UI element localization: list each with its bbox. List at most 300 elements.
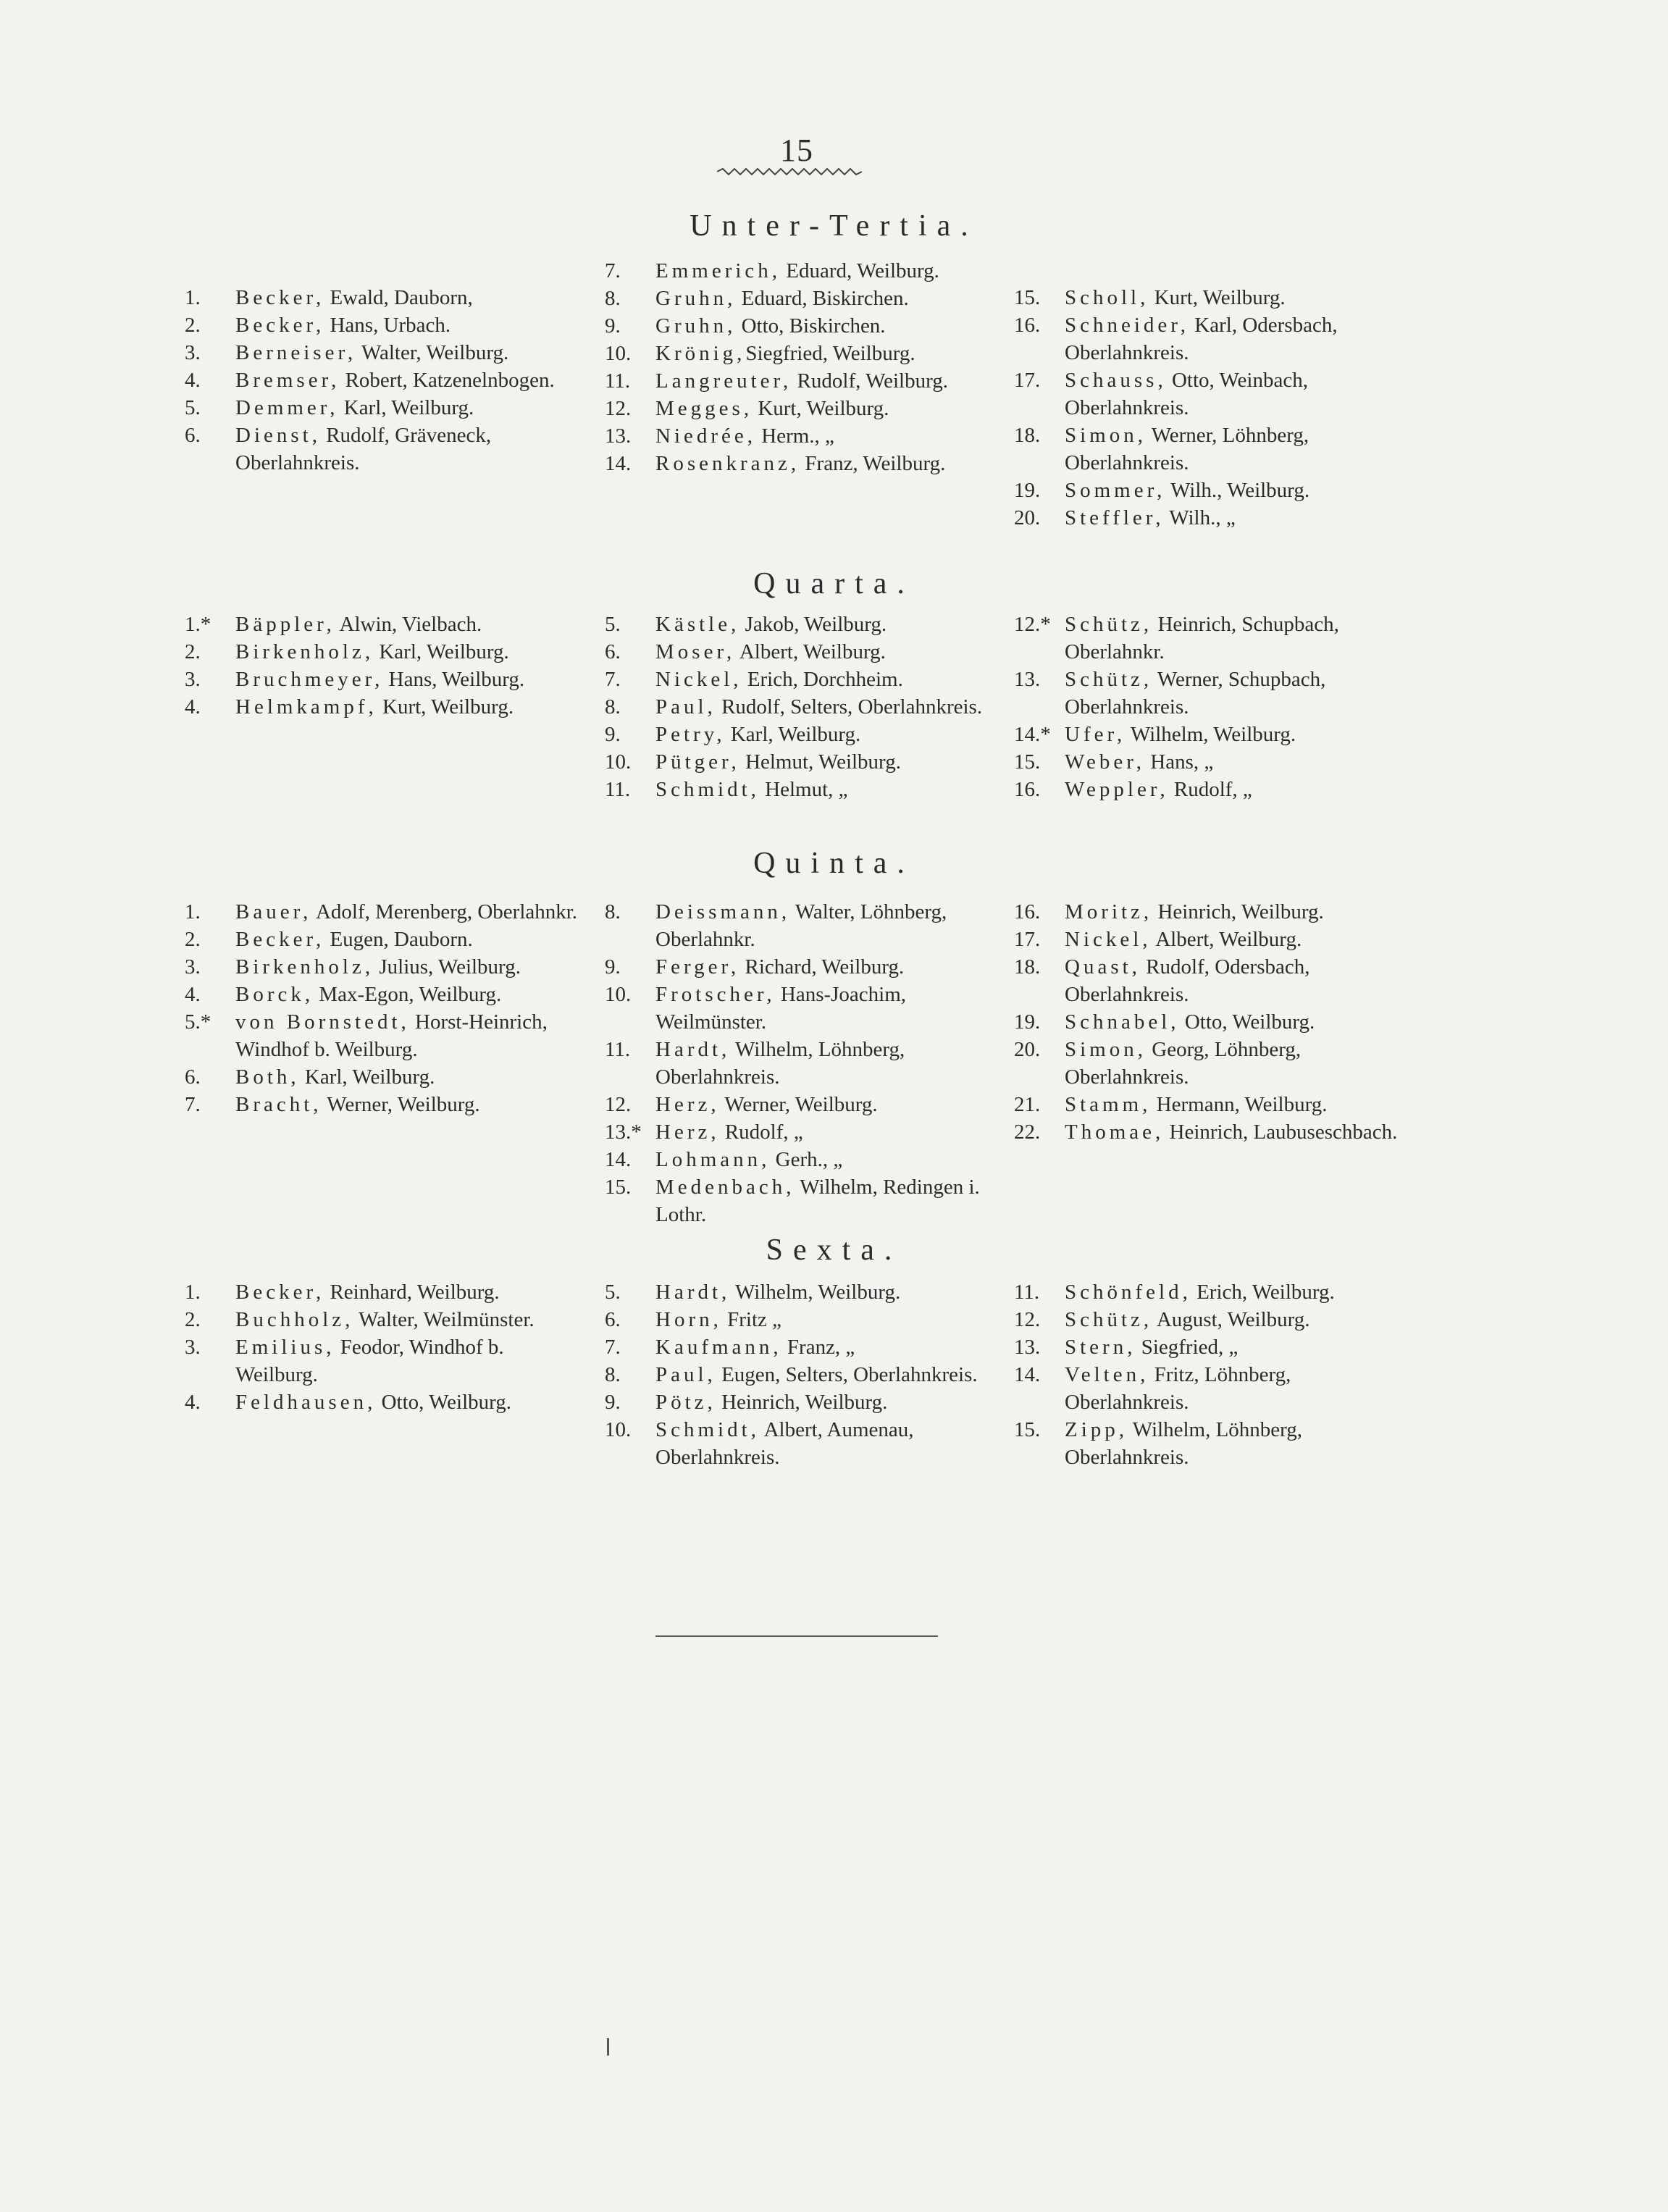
list-entry xyxy=(1014,611,1420,666)
entry-number: 6. xyxy=(605,1308,621,1331)
entry-details: Erich, Dorchheim. xyxy=(742,668,903,691)
entry-surname: Nickel, xyxy=(655,668,742,691)
entry-details: Wilhelm, Löhnberg, Oberlahnkreis. xyxy=(1065,1418,1303,1469)
entry-number: 16. xyxy=(1014,778,1041,801)
list-entry xyxy=(605,748,1010,776)
entry-surname: Feldhausen, xyxy=(235,1391,377,1414)
list-entry xyxy=(185,666,590,693)
entry-number: 1. xyxy=(185,900,201,923)
list-entry xyxy=(1014,1278,1420,1306)
entry-surname: Demmer, xyxy=(235,396,339,419)
list-entry xyxy=(1014,284,1420,311)
entry-surname: Ferger, xyxy=(655,955,740,979)
column xyxy=(605,898,1010,1228)
list-entry xyxy=(605,638,1010,666)
entry-number: 7. xyxy=(605,1336,621,1359)
entry-details: Otto, Biskirchen. xyxy=(736,314,886,338)
entry-surname: Bauer, xyxy=(235,900,312,923)
entry-details: Werner, Weilburg. xyxy=(719,1093,878,1116)
entry-details: Wilhelm, Weilburg. xyxy=(730,1281,901,1304)
entry-number: 13.* xyxy=(605,1120,642,1144)
entry-number: 12. xyxy=(1014,1308,1041,1331)
entry-details: Eugen, Selters, Oberlahnkreis. xyxy=(716,1363,978,1386)
entry-surname: Velten, xyxy=(1065,1363,1149,1386)
list-entry xyxy=(605,611,1010,638)
entry-surname: Emmerich, xyxy=(655,259,781,282)
entry-surname: Nickel, xyxy=(1065,928,1152,951)
entry-number: 14. xyxy=(1014,1363,1041,1386)
list-entry xyxy=(605,666,1010,693)
list-entry xyxy=(1014,477,1420,504)
entry-surname: Berneiser, xyxy=(235,341,357,364)
entry-surname: Borck, xyxy=(235,983,314,1006)
entry-number: 15. xyxy=(1014,286,1041,309)
entry-surname: Schneider, xyxy=(1065,314,1190,337)
entry-surname: Paul, xyxy=(655,1363,716,1386)
list-entry xyxy=(185,693,590,721)
entry-surname: Schmidt, xyxy=(655,778,760,801)
entry-surname: Kästle, xyxy=(655,613,740,636)
entry-surname: Hardt, xyxy=(655,1281,731,1304)
entry-number: 1. xyxy=(185,286,201,309)
section-title: Quarta. xyxy=(753,567,915,600)
entry-number: 2. xyxy=(185,640,201,663)
section-title: Sexta. xyxy=(766,1233,902,1267)
entry-surname: Schauss, xyxy=(1065,369,1167,392)
entry-number: 6. xyxy=(605,640,621,663)
entry-details: Georg, Löhnberg, Oberlahnkreis. xyxy=(1065,1038,1302,1089)
entry-details: Hans, Weilburg. xyxy=(383,668,525,691)
entry-number: 16. xyxy=(1014,900,1041,923)
entry-number: 18. xyxy=(1014,955,1041,979)
entry-number: 4. xyxy=(185,369,201,392)
entry-number: 8. xyxy=(605,900,621,923)
entry-surname: Rosenkranz, xyxy=(655,452,800,475)
entry-details: Walter, Weilburg. xyxy=(356,341,509,364)
entry-details: Eduard, Biskirchen. xyxy=(736,287,909,310)
entry-number: 11. xyxy=(605,1038,631,1061)
column xyxy=(605,257,1010,477)
entry-details: Karl, Weilburg. xyxy=(725,723,861,746)
list-entry xyxy=(605,898,1010,953)
entry-details: Eduard, Weilburg. xyxy=(781,259,939,282)
entry-number: 6. xyxy=(185,1065,201,1089)
list-entry xyxy=(605,1091,1010,1118)
entry-details: Wilh., Weilburg. xyxy=(1165,479,1310,502)
print-mark xyxy=(607,2038,609,2056)
entry-number: 9. xyxy=(605,314,621,338)
list-entry xyxy=(1014,1091,1420,1118)
entry-details: Rudolf, „ xyxy=(1168,778,1252,801)
entry-details: Wilhelm, Weilburg. xyxy=(1126,723,1296,746)
list-entry xyxy=(1014,1333,1420,1361)
list-entry xyxy=(185,422,590,477)
entry-details: Richard, Weilburg. xyxy=(739,955,905,979)
entry-number: 19. xyxy=(1014,479,1041,502)
entry-details: Werner, Schupbach, Oberlahnkreis. xyxy=(1065,668,1326,719)
entry-surname: Thomae, xyxy=(1065,1120,1165,1144)
entry-surname: Schmidt, xyxy=(655,1418,760,1441)
list-entry xyxy=(185,638,590,666)
list-entry xyxy=(605,450,1010,477)
list-entry xyxy=(605,1333,1010,1361)
entry-number: 5. xyxy=(605,613,621,636)
list-entry xyxy=(605,693,1010,721)
entry-details: Kurt, Weilburg. xyxy=(377,695,514,719)
list-entry xyxy=(605,1388,1010,1416)
entry-surname: Medenbach, xyxy=(655,1176,795,1199)
column xyxy=(185,611,590,721)
list-entry xyxy=(1014,1361,1420,1416)
list-entry xyxy=(605,340,1010,367)
entry-number: 13. xyxy=(605,424,632,448)
entry-number: 20. xyxy=(1014,506,1041,529)
entry-number: 16. xyxy=(1014,314,1041,337)
entry-surname: Petry, xyxy=(655,723,726,746)
entry-details: Fritz „ xyxy=(721,1308,782,1331)
entry-surname: Stern, xyxy=(1065,1336,1136,1359)
entry-surname: Birkenholz, xyxy=(235,955,374,979)
entry-number: 4. xyxy=(185,1391,201,1414)
entry-number: 21. xyxy=(1014,1093,1041,1116)
entry-number: 10. xyxy=(605,983,632,1006)
entry-details: Walter, Weilmünster. xyxy=(353,1308,535,1331)
list-entry xyxy=(1014,504,1420,532)
entry-surname: Paul, xyxy=(655,695,716,719)
entry-number: 11. xyxy=(605,369,631,393)
entry-number: 8. xyxy=(605,287,621,310)
entry-surname: Pütger, xyxy=(655,750,740,774)
entry-details: Eugen, Dauborn. xyxy=(324,928,473,951)
entry-surname: Schütz, xyxy=(1065,1308,1153,1331)
list-entry xyxy=(605,1146,1010,1173)
entry-details: Adolf, Merenberg, Oberlahnkr. xyxy=(311,900,578,923)
entry-surname: Becker, xyxy=(235,928,325,951)
list-entry xyxy=(605,1036,1010,1091)
entry-details: Werner, Weilburg. xyxy=(322,1093,480,1116)
list-entry xyxy=(1014,898,1420,926)
entry-number: 9. xyxy=(605,723,621,746)
entry-surname: Zipp, xyxy=(1065,1418,1128,1441)
entry-surname: Bracht, xyxy=(235,1093,322,1116)
entry-number: 9. xyxy=(605,955,621,979)
entry-surname: Krönig, xyxy=(655,342,746,365)
entry-details: August, Weilburg. xyxy=(1152,1308,1310,1331)
entry-number: 14. xyxy=(605,452,632,475)
entry-number: 18. xyxy=(1014,424,1041,447)
list-entry xyxy=(605,1306,1010,1333)
column xyxy=(185,898,590,1118)
entry-surname: Lohmann, xyxy=(655,1148,771,1171)
list-entry xyxy=(185,1063,590,1091)
list-entry xyxy=(185,926,590,953)
list-entry xyxy=(185,1278,590,1306)
entry-details: Walter, Löhnberg, Oberlahnkr. xyxy=(655,900,947,951)
page-number: 15 xyxy=(780,133,813,168)
column xyxy=(605,611,1010,803)
list-entry xyxy=(605,1278,1010,1306)
entry-details: Hermann, Weilburg. xyxy=(1151,1093,1328,1116)
entry-surname: Weppler, xyxy=(1065,778,1169,801)
entry-details: Franz, „ xyxy=(781,1336,855,1359)
entry-details: Wilhelm, Löhnberg, Oberlahnkreis. xyxy=(655,1038,905,1089)
entry-surname: Gruhn, xyxy=(655,314,737,338)
list-entry xyxy=(185,284,590,311)
entry-number: 5.* xyxy=(185,1010,211,1034)
section-title: Unter-Tertia. xyxy=(690,209,978,243)
entry-surname: Frotscher, xyxy=(655,983,776,1006)
list-entry xyxy=(605,257,1010,285)
entry-details: Kurt, Weilburg. xyxy=(753,397,889,420)
entry-details: Rudolf, Gräveneck, Oberlahnkreis. xyxy=(235,424,492,474)
entry-number: 13. xyxy=(1014,1336,1041,1359)
entry-number: 3. xyxy=(185,955,201,979)
entry-number: 10. xyxy=(605,342,632,365)
entry-surname: Herz, xyxy=(655,1120,720,1144)
list-entry xyxy=(1014,311,1420,366)
entry-number: 7. xyxy=(185,1093,201,1116)
entry-surname: Pötz, xyxy=(655,1391,716,1414)
list-entry xyxy=(1014,1306,1420,1333)
entry-surname: Simon, xyxy=(1065,1038,1147,1061)
entry-surname: Both, xyxy=(235,1065,300,1089)
entry-details: Rudolf, „ xyxy=(719,1120,803,1144)
entry-surname: Bruchmeyer, xyxy=(235,668,384,691)
list-entry xyxy=(185,1008,590,1063)
column xyxy=(1014,611,1420,803)
entry-surname: Scholl, xyxy=(1065,286,1149,309)
entry-details: Ewald, Dauborn, xyxy=(324,286,473,309)
entry-number: 1. xyxy=(185,1281,201,1304)
entry-details: Karl, Weilburg. xyxy=(338,396,474,419)
entry-details: Erich, Weilburg. xyxy=(1191,1281,1335,1304)
list-entry xyxy=(605,1416,1010,1471)
entry-details: Hans, Urbach. xyxy=(324,314,451,337)
list-entry xyxy=(1014,366,1420,422)
entry-details: Jakob, Weilburg. xyxy=(739,613,887,636)
entry-details: Rudolf, Selters, Oberlahnkreis. xyxy=(716,695,983,719)
entry-number: 3. xyxy=(185,668,201,691)
entry-details: Karl, Weilburg. xyxy=(299,1065,435,1089)
list-entry xyxy=(185,339,590,366)
closing-rule xyxy=(655,1635,938,1637)
list-entry xyxy=(1014,776,1420,803)
list-entry xyxy=(605,312,1010,340)
entry-number: 6. xyxy=(185,424,201,447)
list-entry xyxy=(605,1118,1010,1146)
entry-surname: Schnabel, xyxy=(1065,1010,1180,1034)
page-number-ornament xyxy=(717,167,862,177)
entry-surname: von Bornstedt, xyxy=(235,1010,410,1034)
entry-details: Helmut, Weilburg. xyxy=(739,750,901,774)
entry-details: Wilh., „ xyxy=(1164,506,1236,529)
entry-details: Julius, Weilburg. xyxy=(374,955,521,979)
list-entry xyxy=(185,611,590,638)
entry-number: 15. xyxy=(1014,1418,1041,1441)
entry-number: 2. xyxy=(185,314,201,337)
list-entry xyxy=(605,721,1010,748)
list-entry xyxy=(185,311,590,339)
entry-surname: Megges, xyxy=(655,397,753,420)
entry-surname: Deissmann, xyxy=(655,900,791,923)
entry-number: 2. xyxy=(185,1308,201,1331)
entry-number: 17. xyxy=(1014,928,1041,951)
entry-number: 19. xyxy=(1014,1010,1041,1034)
entry-surname: Birkenholz, xyxy=(235,640,374,663)
entry-number: 5. xyxy=(185,396,201,419)
list-entry xyxy=(185,981,590,1008)
list-entry xyxy=(1014,666,1420,721)
entry-number: 7. xyxy=(605,668,621,691)
entry-number: 7. xyxy=(605,259,621,282)
entry-surname: Herz, xyxy=(655,1093,720,1116)
list-entry xyxy=(185,953,590,981)
list-entry xyxy=(1014,1008,1420,1036)
list-entry xyxy=(1014,1118,1420,1146)
entry-number: 22. xyxy=(1014,1120,1041,1144)
list-entry xyxy=(1014,1416,1420,1471)
list-entry xyxy=(185,898,590,926)
entry-surname: Niedrée, xyxy=(655,424,757,448)
entry-details: Kurt, Weilburg. xyxy=(1149,286,1286,309)
entry-details: Heinrich, Schupbach, Oberlahnkr. xyxy=(1065,613,1339,663)
entry-surname: Schütz, xyxy=(1065,613,1153,636)
entry-details: Rudolf, Weilburg. xyxy=(792,369,948,393)
list-entry xyxy=(605,367,1010,395)
list-entry xyxy=(605,1173,1010,1228)
entry-number: 11. xyxy=(605,778,631,801)
entry-surname: Buchholz, xyxy=(235,1308,354,1331)
entry-surname: Emilius, xyxy=(235,1336,335,1359)
entry-details: Feodor, Windhof b. Weilburg. xyxy=(235,1336,504,1386)
entry-surname: Hardt, xyxy=(655,1038,731,1061)
entry-number: 4. xyxy=(185,983,201,1006)
section-title: Quinta. xyxy=(753,847,915,880)
list-entry xyxy=(1014,422,1420,477)
column xyxy=(1014,898,1420,1146)
list-entry xyxy=(605,395,1010,422)
entry-number: 5. xyxy=(605,1281,621,1304)
entry-surname: Stamm, xyxy=(1065,1093,1152,1116)
entry-details: Albert, Aumenau, Oberlahnkreis. xyxy=(655,1418,914,1469)
entry-details: Horst-Heinrich, Windhof b. Weilburg. xyxy=(235,1010,548,1061)
list-entry xyxy=(185,1091,590,1118)
entry-details: Otto, Weilburg. xyxy=(1179,1010,1315,1034)
entry-details: Siegfried, Weilburg. xyxy=(745,342,915,365)
column xyxy=(605,1278,1010,1471)
entry-surname: Helmkampf, xyxy=(235,695,377,719)
entry-details: Reinhard, Weilburg. xyxy=(324,1281,500,1304)
entry-surname: Bremser, xyxy=(235,369,340,392)
entry-number: 12.* xyxy=(1014,613,1051,636)
entry-details: Franz, Weilburg. xyxy=(800,452,946,475)
entry-number: 10. xyxy=(605,1418,632,1441)
list-entry xyxy=(605,285,1010,312)
entry-surname: Steffler, xyxy=(1065,506,1165,529)
column xyxy=(1014,1278,1420,1471)
entry-surname: Langreuter, xyxy=(655,369,792,393)
entry-surname: Weber, xyxy=(1065,750,1146,774)
entry-number: 15. xyxy=(1014,750,1041,774)
entry-number: 2. xyxy=(185,928,201,951)
entry-surname: Schütz, xyxy=(1065,668,1153,691)
list-entry xyxy=(605,422,1010,450)
entry-number: 14.* xyxy=(1014,723,1051,746)
entry-details: Alwin, Vielbach. xyxy=(335,613,482,636)
entry-surname: Horn, xyxy=(655,1308,722,1331)
entry-surname: Bäppler, xyxy=(235,613,335,636)
entry-details: Albert, Weilburg. xyxy=(735,640,886,663)
entry-details: Hans-Joachim, Weilmünster. xyxy=(655,983,907,1034)
list-entry xyxy=(1014,926,1420,953)
entry-number: 3. xyxy=(185,1336,201,1359)
entry-surname: Sommer, xyxy=(1065,479,1166,502)
list-entry xyxy=(185,1333,590,1388)
list-entry xyxy=(185,394,590,422)
list-entry xyxy=(1014,721,1420,748)
column xyxy=(1014,284,1420,532)
entry-surname: Becker, xyxy=(235,286,325,309)
entry-number: 3. xyxy=(185,341,201,364)
column xyxy=(185,1278,590,1416)
entry-details: Herm., „ xyxy=(756,424,834,448)
entry-number: 8. xyxy=(605,695,621,719)
entry-number: 15. xyxy=(605,1176,632,1199)
entry-number: 14. xyxy=(605,1148,632,1171)
entry-details: Hans, „ xyxy=(1145,750,1214,774)
list-entry xyxy=(605,776,1010,803)
entry-number: 17. xyxy=(1014,369,1041,392)
entry-details: Helmut, „ xyxy=(759,778,848,801)
list-entry xyxy=(605,981,1010,1036)
entry-details: Heinrich, Laubuseschbach. xyxy=(1164,1120,1398,1144)
list-entry xyxy=(605,953,1010,981)
entry-surname: Becker, xyxy=(235,314,325,337)
entry-number: 11. xyxy=(1014,1281,1040,1304)
entry-surname: Kaufmann, xyxy=(655,1336,782,1359)
list-entry xyxy=(1014,748,1420,776)
column xyxy=(185,284,590,477)
list-entry xyxy=(1014,953,1420,1008)
entry-surname: Moser, xyxy=(655,640,736,663)
entry-details: Wilhelm, Redingen i. Lothr. xyxy=(655,1176,980,1226)
list-entry xyxy=(605,1361,1010,1388)
entry-number: 1.* xyxy=(185,613,211,636)
entry-number: 20. xyxy=(1014,1038,1041,1061)
list-entry xyxy=(185,1388,590,1416)
entry-details: Karl, Odersbach, Oberlahnkreis. xyxy=(1065,314,1338,364)
entry-number: 9. xyxy=(605,1391,621,1414)
entry-surname: Moritz, xyxy=(1065,900,1153,923)
list-entry xyxy=(185,1306,590,1333)
entry-surname: Schönfeld, xyxy=(1065,1281,1191,1304)
entry-details: Heinrich, Weilburg. xyxy=(1152,900,1324,923)
entry-details: Werner, Löhnberg, Oberlahnkreis. xyxy=(1065,424,1309,474)
entry-number: 12. xyxy=(605,397,632,420)
entry-surname: Dienst, xyxy=(235,424,321,447)
entry-surname: Gruhn, xyxy=(655,287,737,310)
entry-details: Heinrich, Weilburg. xyxy=(716,1391,888,1414)
entry-details: Robert, Katzenelnbogen. xyxy=(340,369,555,392)
entry-details: Karl, Weilburg. xyxy=(374,640,509,663)
entry-details: Gerh., „ xyxy=(770,1148,843,1171)
entry-details: Albert, Weilburg. xyxy=(1151,928,1302,951)
entry-details: Otto, Weilburg. xyxy=(376,1391,512,1414)
list-entry xyxy=(185,366,590,394)
entry-number: 13. xyxy=(1014,668,1041,691)
entry-details: Otto, Weinbach, Oberlahnkreis. xyxy=(1065,369,1308,419)
entry-surname: Simon, xyxy=(1065,424,1147,447)
